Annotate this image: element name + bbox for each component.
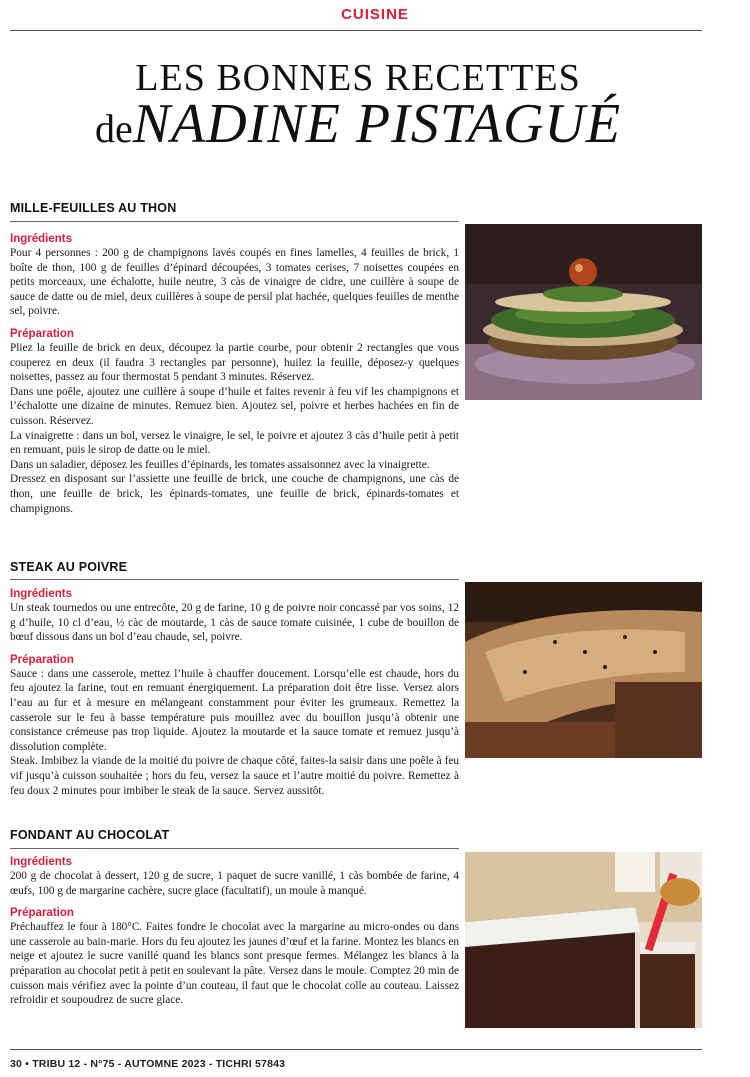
preparation-paragraph: Steak. Imbibez la viande de la moitié du poivre de chaque côté, faites-la saisir dans une poêle à feu vif jusqu’à cuisson souhaitée ; hors du feu, versez la sauce et l’autre moitié du poivre. Remettez à feu doux 2 minutes pour imbiber le steak de la sauce. Servez aussitôt. (10, 755, 459, 797)
preparation-paragraph: La vinaigrette : dans un bol, versez le vinaigre, le sel, le poivre et ajoutez 3 càs d’huile petit à petit en remuant, puis le sirop de datte ou le miel. (10, 429, 459, 457)
ingredients-text: Un steak tournedos ou une entrecôte, 20 g de farine, 10 g de poivre noir concassé par vos soins, 12 g d’huile, 10 cl d’eau, ½ càc de moutarde, 1 càs de sauce tomate cuisinée, 1 cube de bouillon de bœuf dissous dans un bol d’eau chaude, sel, poivre. (10, 602, 459, 644)
page-title: LES BONNES RECETTES (135, 57, 581, 99)
ingredients-heading: Ingrédients (10, 856, 72, 868)
preparation-paragraph: Dans un saladier, déposez les feuilles d’épinards, les tomates assaisonnez avec la vinaigrette. (10, 458, 430, 471)
recipe-title-mille-feuilles: MILLE-FEUILLES AU THON (10, 201, 177, 215)
preparation-heading: Préparation (10, 653, 74, 666)
recipe-divider (10, 848, 459, 849)
ingredients-text: Pour 4 personnes : 200 g de champignons lavés coupés en fines lamelles, 4 feuilles de brick, 1 boîte de thon, 100 g de feuilles d’épinard découpées, 3 tomates cerises, 7 noisettes coupées en petits morceaux, une échalotte, huile neutre, 3 càs de vinaigre de cidre, une cuillère à soupe de sauce de datte ou de miel, deux cuillères à soupe de persil plat hachée, quelques feuilles de menthe sel, poivre. (10, 247, 459, 318)
recipe-divider (10, 579, 459, 580)
photo-steak (465, 582, 702, 758)
recipe-body-fondant (10, 855, 459, 1008)
recipe-body-mille-feuilles (10, 232, 459, 516)
photo-mille-feuilles (465, 224, 702, 400)
page-subtitle (0, 92, 716, 156)
recipe-body-steak (10, 587, 459, 798)
preparation-paragraph: Sauce : dans une casserole, mettez l’huile à chauffer doucement. Lorsqu’elle est chaude, hors du feu ajoutez la farine, tout en remuant énergiquement. La préparation doit être lisse. Versez alors l’eau au fur et à mesure en mélangeant constamment pour éviter les grumeaux. Remettez la casserole sur le feu à basse température puis mouillez avec du bouillon jusqu’à obtenir une consistance crémeuse pas trop liquide. Ajoutez la moutarde et la sauce tomate et remuez jusqu’à dissolution complète. (10, 667, 459, 753)
footer-folio: 30 • TRIBU 12 - N°75 - AUTOMNE 2023 - TICHRI 57843 (10, 1058, 286, 1070)
ingredients-heading: Ingrédients (10, 233, 72, 245)
recipe-divider (10, 221, 459, 222)
title-de: de (94, 106, 133, 151)
title-author-name: NADINE PISTAGUÉ (132, 93, 622, 155)
recipe-title-steak: STEAK AU POIVRE (10, 560, 128, 574)
ingredients-heading: Ingrédients (10, 588, 72, 600)
top-divider (10, 30, 702, 31)
photo-fondant (465, 852, 702, 1028)
footer-divider (10, 1049, 702, 1050)
preparation-paragraph: Pliez la feuille de brick en deux, découpez la partie courbe, pour obtenir 2 rectangles que vous couperez en deux (il faudra 3 rectangles par personne), huilez la feuille, déposez-y quelques noisettes, passez au four thermostat 5 pendant 3 minutes. Réservez. (10, 341, 459, 384)
preparation-paragraph: Dans une poêle, ajoutez une cuillère à soupe d’huile et faites revenir à feu vif les champignons et l’échalotte une dizaine de minutes. Remuez bien. Ajoutez sel, poivre et herbes hachées en fin de cuisson. Réservez. (10, 385, 459, 427)
section-label: CUISINE (341, 6, 409, 23)
preparation-heading: Préparation (10, 327, 74, 340)
preparation-paragraph: Préchauffez le four à 180°C. Faites fondre le chocolat avec la margarine au micro-ondes ou dans une casserole au bain-marie. Hors du feu ajoutez les jaunes d’œuf et la farine. Montez les blancs en neige et ajoutez le sucre vanillé quand les blancs sont presque fermes. Mélangez les blancs à la préparation au chocolat petit à petit en soulevant la pâte. Versez dans le moule. Comptez 20 min de cuisson mais vérifiez avec la pointe d’un couteau, il faut que le chocolat colle au couteau. Laissez refroidir et soupoudrez de sucre glace. (10, 921, 459, 1007)
preparation-paragraph: Dressez en disposant sur l’assiette une feuille de brick, une couche de champignons, une càs de thon, une feuille de brick, les épinards-tomates, une feuille de brick, épinards-tomates et champignons. (10, 473, 459, 515)
recipe-title-fondant: FONDANT AU CHOCOLAT (10, 828, 170, 842)
ingredients-text: 200 g de chocolat à dessert, 120 g de sucre, 1 paquet de sucre vanillé, 1 càs bombée de farine, 4 œufs, 100 g de margarine cachère, sucre glace (facultatif), un moule à manqué. (10, 870, 459, 897)
preparation-heading: Préparation (10, 907, 74, 920)
